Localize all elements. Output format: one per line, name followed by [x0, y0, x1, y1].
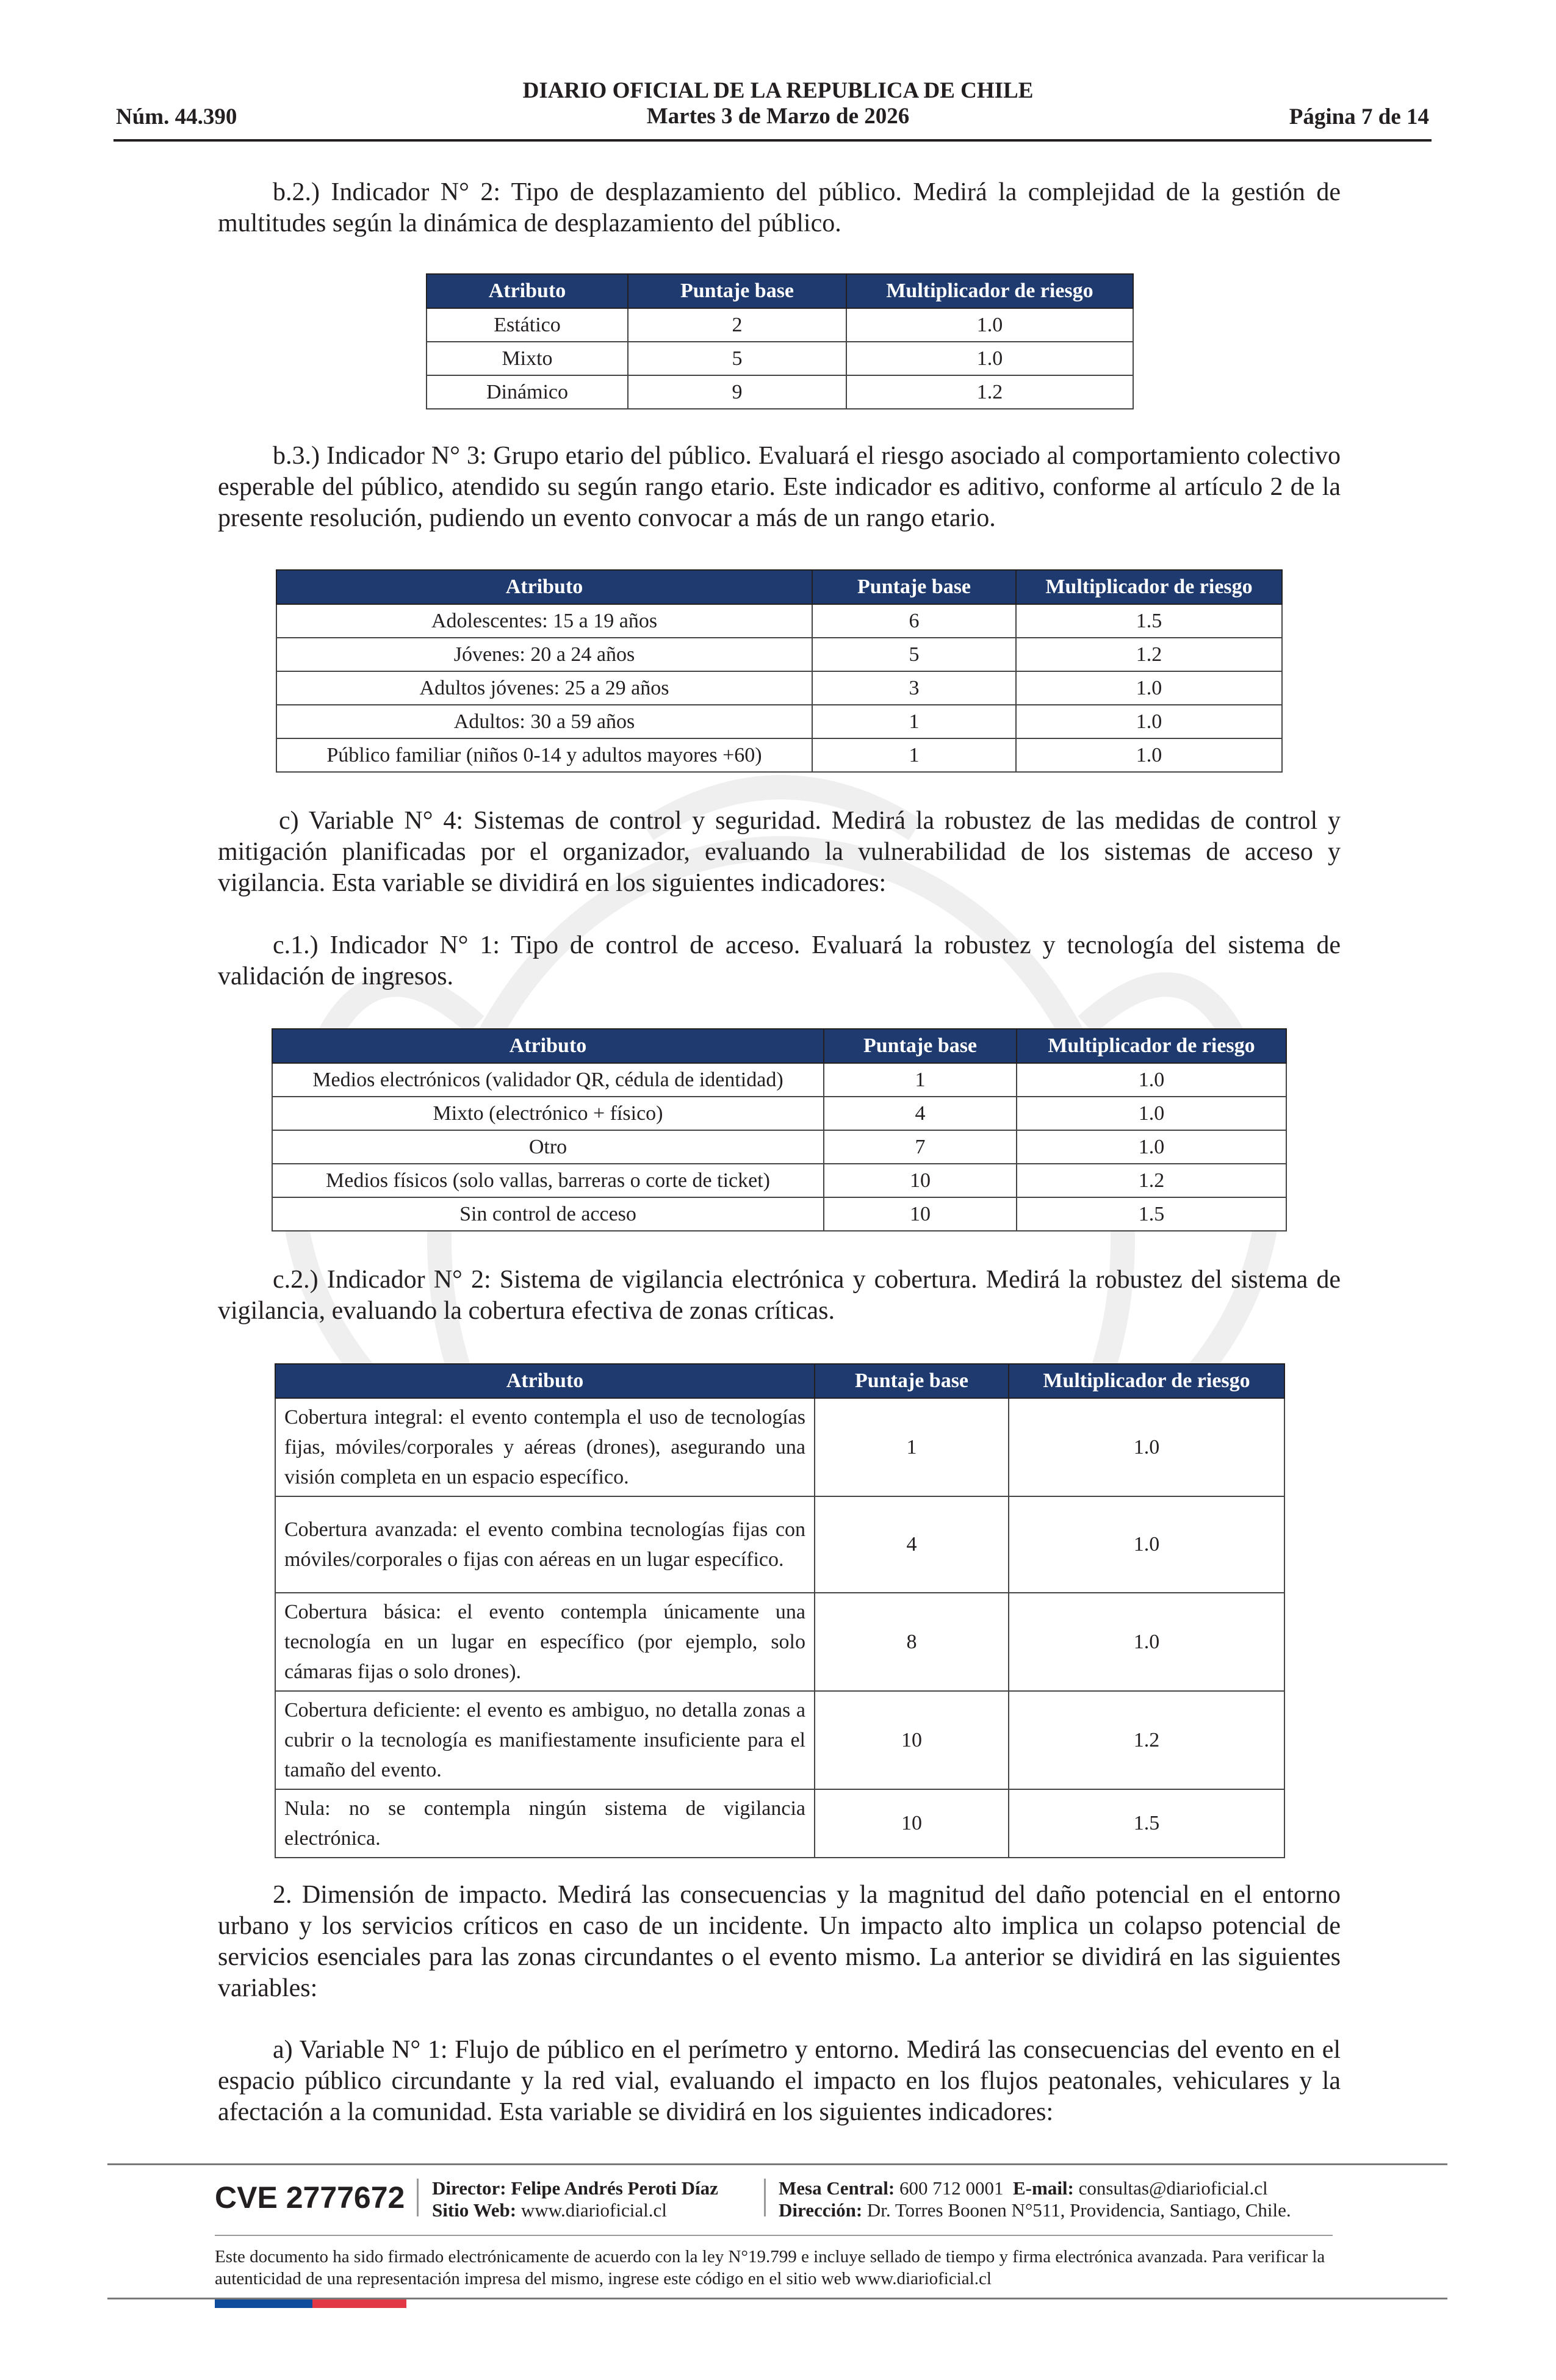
header-rule [113, 139, 1432, 142]
cell-multiplicador: 1.0 [1017, 1063, 1286, 1097]
table-b3 [276, 569, 1283, 773]
cell-atributo: Adultos: 30 a 59 años [276, 705, 812, 738]
col-puntaje: Puntaje base [628, 274, 846, 308]
cell-atributo: Mixto [427, 342, 628, 375]
cell-puntaje: 1 [812, 705, 1016, 738]
paragraph-variable-a: a) Variable N° 1: Flujo de público en el perímetro y entorno. Medirá las consecuencias del evento en el espacio público circundante y la red vial, evaluando el impacto en los flujos peatonales, vehiculares y la afectación a la comunidad. Esta variable se dividirá en los siguientes indicadores: [218, 2036, 1341, 2126]
cell-multiplicador: 1.0 [1016, 705, 1282, 738]
table-c2 [275, 1363, 1285, 1858]
col-atributo: Atributo [276, 570, 812, 604]
cell-multiplicador: 1.0 [1017, 1130, 1286, 1164]
table-header-row [427, 274, 1133, 308]
cell-puntaje: 6 [812, 604, 1016, 638]
col-puntaje: Puntaje base [824, 1029, 1017, 1063]
cell-puntaje: 2 [628, 308, 846, 342]
cell-atributo: Cobertura integral: el evento contempla el uso de tecnologías fijas, móviles/corporales y aéreas (drones), asegurando una visión completa en un espacio específico. [275, 1398, 815, 1496]
table-row [276, 705, 1282, 738]
cell-puntaje: 4 [815, 1496, 1009, 1593]
table-header-row [275, 1364, 1284, 1398]
cell-multiplicador: 1.2 [1009, 1691, 1284, 1789]
cell-multiplicador: 1.2 [1016, 638, 1282, 671]
cell-puntaje: 1 [812, 738, 1016, 772]
cell-puntaje: 10 [824, 1164, 1017, 1197]
cell-puntaje: 5 [812, 638, 1016, 671]
cell-atributo: Otro [272, 1130, 824, 1164]
cell-multiplicador: 1.0 [1016, 738, 1282, 772]
col-puntaje: Puntaje base [812, 570, 1016, 604]
table-row [276, 604, 1282, 638]
table-header-row [276, 570, 1282, 604]
table-row [275, 1593, 1284, 1691]
director-name: Felipe Andrés Peroti Díaz [511, 2177, 718, 2199]
table-row [275, 1691, 1284, 1789]
col-multiplicador: Multiplicador de riesgo [1017, 1029, 1286, 1063]
cell-multiplicador: 1.0 [846, 308, 1133, 342]
col-multiplicador: Multiplicador de riesgo [1016, 570, 1282, 604]
cell-puntaje: 10 [824, 1197, 1017, 1231]
col-atributo: Atributo [427, 274, 628, 308]
cell-puntaje: 1 [824, 1063, 1017, 1097]
table-row [272, 1130, 1286, 1164]
table-row [276, 738, 1282, 772]
cell-atributo: Adultos jóvenes: 25 a 29 años [276, 671, 812, 705]
website-label: Sitio Web: [432, 2199, 517, 2221]
cell-multiplicador: 1.0 [1009, 1496, 1284, 1593]
footer-separator [764, 2179, 766, 2216]
paragraph-b2: b.2.) Indicador N° 2: Tipo de desplazamiento del público. Medirá la complejidad de la gestión de multitudes según la dinámica de desplazamiento del público. [218, 178, 1341, 237]
table-row [427, 308, 1133, 342]
cell-atributo: Dinámico [427, 375, 628, 409]
col-multiplicador: Multiplicador de riesgo [846, 274, 1133, 308]
cell-atributo: Cobertura deficiente: el evento es ambiguo, no detalla zonas a cubrir o la tecnología es manifiestamente insuficiente para el tamaño del evento. [275, 1691, 815, 1789]
table-row [427, 342, 1133, 375]
footer-rule [107, 2163, 1447, 2165]
email-link[interactable]: consultas@diarioficial.cl [1078, 2177, 1268, 2199]
cell-multiplicador: 1.5 [1017, 1197, 1286, 1231]
cell-atributo: Medios físicos (solo vallas, barreras o corte de ticket) [272, 1164, 824, 1197]
address-text: Dr. Torres Boonen N°511, Providencia, Santiago, Chile. [866, 2199, 1291, 2221]
col-atributo: Atributo [275, 1364, 815, 1398]
cell-puntaje: 7 [824, 1130, 1017, 1164]
phone-number: 600 712 0001 [899, 2177, 1004, 2199]
phone-label: Mesa Central: [779, 2177, 895, 2199]
cell-multiplicador: 1.0 [846, 342, 1133, 375]
footer-director-block [432, 2177, 718, 2221]
cell-atributo: Nula: no se contempla ningún sistema de vigilancia electrónica. [275, 1789, 815, 1858]
col-puntaje: Puntaje base [815, 1364, 1009, 1398]
cell-puntaje: 10 [815, 1789, 1009, 1858]
table-b2 [426, 273, 1134, 409]
cell-atributo: Medios electrónicos (validador QR, cédula de identidad) [272, 1063, 824, 1097]
cell-puntaje: 1 [815, 1398, 1009, 1496]
table-row [427, 375, 1133, 409]
cell-puntaje: 10 [815, 1691, 1009, 1789]
paragraph-c1: c.1.) Indicador N° 1: Tipo de control de acceso. Evaluará la robustez y tecnología del sistema de validación de ingresos. [218, 931, 1341, 990]
issue-date: Martes 3 de Marzo de 2026 [646, 104, 910, 129]
table-row [275, 1789, 1284, 1858]
director-label: Director: [432, 2177, 506, 2199]
cell-multiplicador: 1.0 [1017, 1097, 1286, 1130]
journal-title: DIARIO OFICIAL DE LA REPUBLICA DE CHILE [522, 78, 1034, 103]
cell-atributo: Jóvenes: 20 a 24 años [276, 638, 812, 671]
cell-puntaje: 5 [628, 342, 846, 375]
table-row [275, 1398, 1284, 1496]
table-row [272, 1097, 1286, 1130]
cell-multiplicador: 1.0 [1009, 1398, 1284, 1496]
cell-puntaje: 8 [815, 1593, 1009, 1691]
cell-puntaje: 3 [812, 671, 1016, 705]
footer-separator [417, 2179, 419, 2216]
table-row [272, 1063, 1286, 1097]
cell-atributo: Público familiar (niños 0-14 y adultos mayores +60) [276, 738, 812, 772]
cve-code: CVE 2777672 [215, 2180, 405, 2215]
paragraph-dimension-impacto: 2. Dimensión de impacto. Medirá las consecuencias y la magnitud del daño potencial en el entorno urbano y los servicios críticos en caso de un incidente. Un impacto alto implica un colapso potencial de servicios esenciales para las zonas circundantes o el evento mismo. La anterior se dividirá en las siguientes variables: [218, 1881, 1341, 2002]
cell-multiplicador: 1.5 [1016, 604, 1282, 638]
table-row [275, 1496, 1284, 1593]
website-link[interactable]: www.diarioficial.cl [520, 2199, 667, 2221]
table-header-row [272, 1029, 1286, 1063]
signature-note: Este documento ha sido firmado electrónicamente de acuerdo con la ley N°19.799 e incluye sellado de tiempo y firma electrónica avanzada. Para verificar la autenticidad de una representación impresa del mismo, ingrese este código en el sitio web www.diarioficial.cl [215, 2247, 1325, 2288]
cell-puntaje: 4 [824, 1097, 1017, 1130]
email-label: E-mail: [1013, 2177, 1074, 2199]
paragraph-c2: c.2.) Indicador N° 2: Sistema de vigilancia electrónica y cobertura. Medirá la robustez del sistema de vigilancia, evaluando la cobertura efectiva de zonas críticas. [218, 1266, 1341, 1325]
cell-atributo: Mixto (electrónico + físico) [272, 1097, 824, 1130]
cell-multiplicador: 1.5 [1009, 1789, 1284, 1858]
paragraph-c: c) Variable N° 4: Sistemas de control y seguridad. Medirá la robustez de las medidas de control y mitigación planificadas por el organizador, evaluando la vulnerabilidad de los sistemas de acceso y vigilancia. Esta variable se dividirá en los siguientes indicadores: [218, 807, 1341, 897]
cell-multiplicador: 1.0 [1009, 1593, 1284, 1691]
page-indicator: Página 7 de 14 [1289, 104, 1429, 129]
cell-multiplicador: 1.2 [846, 375, 1133, 409]
paragraph-b3: b.3.) Indicador N° 3: Grupo etario del público. Evaluará el riesgo asociado al comportamiento colectivo esperable del público, atendido su según rango etario. Este indicador es aditivo, conforme al artículo 2 de la presente resolución, pudiendo un evento convocar a más de un rango etario. [218, 442, 1341, 532]
cell-atributo: Estático [427, 308, 628, 342]
footer-contact-block [779, 2177, 1291, 2221]
table-c1 [272, 1028, 1287, 1231]
address-label: Dirección: [779, 2199, 863, 2221]
cell-atributo: Adolescentes: 15 a 19 años [276, 604, 812, 638]
cell-puntaje: 9 [628, 375, 846, 409]
table-row [272, 1164, 1286, 1197]
table-row [272, 1197, 1286, 1231]
col-atributo: Atributo [272, 1029, 824, 1063]
cell-multiplicador: 1.2 [1017, 1164, 1286, 1197]
table-row [276, 638, 1282, 671]
issue-number: Núm. 44.390 [116, 104, 237, 129]
cell-atributo: Cobertura básica: el evento contempla únicamente una tecnología en un lugar en específico (por ejemplo, solo cámaras fijas o solo drones). [275, 1593, 815, 1691]
footer-divider [215, 2235, 1333, 2236]
flag-bar-red [312, 2299, 406, 2308]
flag-bar-blue [215, 2299, 312, 2308]
col-multiplicador: Multiplicador de riesgo [1009, 1364, 1284, 1398]
table-row [276, 671, 1282, 705]
cell-multiplicador: 1.0 [1016, 671, 1282, 705]
cell-atributo: Cobertura avanzada: el evento combina tecnologías fijas con móviles/corporales o fijas con aéreas en un lugar específico. [275, 1496, 815, 1593]
cell-atributo: Sin control de acceso [272, 1197, 824, 1231]
